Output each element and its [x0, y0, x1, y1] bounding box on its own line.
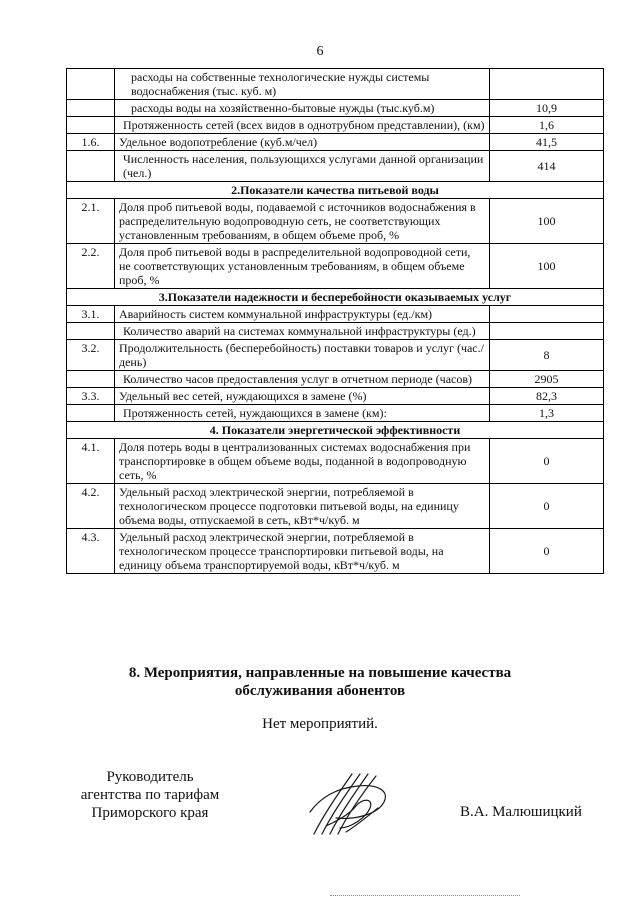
row-number — [67, 117, 115, 134]
row-number: 4.2. — [67, 484, 115, 529]
row-number: 2.2. — [67, 244, 115, 289]
row-number — [67, 405, 115, 422]
row-number: 4.1. — [67, 439, 115, 484]
indicator-name: расходы воды на хозяйственно-бытовые нужды (тыс.куб.м) — [115, 100, 490, 117]
row-number — [67, 100, 115, 117]
indicator-value — [490, 306, 604, 323]
row-number: 1.6. — [67, 134, 115, 151]
indicator-name: Доля проб питьевой воды в распределительной водопроводной сети, не соответствующих установленным требованиям, в общем объеме проб, % — [115, 244, 490, 289]
table-row — [67, 388, 604, 405]
table-row — [67, 69, 604, 100]
measures-title-line1: 8. Мероприятия, направленные на повышение качества — [128, 665, 512, 681]
indicator-name: Удельный вес сетей, нуждающихся в замене (%) — [115, 388, 490, 405]
bottom-mark — [330, 895, 520, 898]
row-number: 3.3. — [67, 388, 115, 405]
indicator-name: Количество часов предоставления услуг в отчетном периоде (часов) — [115, 371, 490, 388]
indicator-value: 100 — [490, 244, 604, 289]
section-header-row — [67, 182, 604, 199]
indicator-name: Аварийность систем коммунальной инфраструктуры (ед./км) — [115, 306, 490, 323]
indicator-name: Протяженность сетей, нуждающихся в замене (км): — [115, 405, 490, 422]
measures-title-line2: обслуживания абонентов — [234, 683, 406, 699]
table-row — [67, 484, 604, 529]
table-row — [67, 134, 604, 151]
signer-name: В.А. Малюшицкий — [460, 804, 582, 820]
table-row — [67, 306, 604, 323]
table-row — [67, 244, 604, 289]
indicator-name: Доля проб питьевой воды, подаваемой с источников водоснабжения в распределительную водопроводную сеть, не соответствующих установленным требованиям, в общем объеме проб, % — [115, 199, 490, 244]
table-row — [67, 439, 604, 484]
indicators-table — [66, 68, 604, 574]
row-number: 3.1. — [67, 306, 115, 323]
indicator-value: 1,6 — [490, 117, 604, 134]
indicator-value: 82,3 — [490, 388, 604, 405]
indicator-value: 8 — [490, 340, 604, 371]
indicator-name: Количество аварий на системах коммунальной инфраструктуры (ед.) — [115, 323, 490, 340]
indicator-value: 10,9 — [490, 100, 604, 117]
table-row — [67, 117, 604, 134]
signer-position-line3: Приморского края — [91, 805, 209, 821]
indicator-name: Продолжительность (бесперебойность) поставки товаров и услуг (час./день) — [115, 340, 490, 371]
row-number: 4.3. — [67, 529, 115, 574]
section-title: 4. Показатели энергетической эффективности — [67, 422, 604, 439]
section-header-row — [67, 422, 604, 439]
row-number: 2.1. — [67, 199, 115, 244]
indicator-name: расходы на собственные технологические нужды системы водоснабжения (тыс. куб. м) — [115, 69, 490, 100]
row-number — [67, 371, 115, 388]
table-row — [67, 323, 604, 340]
indicator-name: Доля потерь воды в централизованных системах водоснабжения при транспортировке в общем объеме воды, поданной в водопроводную сеть, % — [115, 439, 490, 484]
table-row — [67, 100, 604, 117]
table-row — [67, 371, 604, 388]
indicator-value: 1,3 — [490, 405, 604, 422]
row-number — [67, 323, 115, 340]
table-row — [67, 199, 604, 244]
indicator-value: 0 — [490, 484, 604, 529]
table-row — [67, 151, 604, 182]
indicator-value — [490, 323, 604, 340]
handwritten-signature — [296, 768, 406, 840]
indicator-name: Удельный расход электрической энергии, потребляемой в технологическом процессе транспортировки питьевой воды, на единицу объема транспортируемой воды, кВт*ч/куб. м — [115, 529, 490, 574]
table-row — [67, 340, 604, 371]
indicator-value — [490, 69, 604, 100]
row-number: 3.2. — [67, 340, 115, 371]
signer-position-line1: Руководитель — [106, 769, 194, 785]
indicator-value: 41,5 — [490, 134, 604, 151]
measures-section-title — [0, 664, 640, 700]
indicator-value: 0 — [490, 439, 604, 484]
section-title: 2.Показатели качества питьевой воды — [67, 182, 604, 199]
measures-text: Нет мероприятий. — [262, 716, 378, 732]
indicator-name: Удельный расход электрической энергии, потребляемой в технологическом процессе подготовки питьевой воды, на единицу объема воды, отпускаемой в сеть, кВт*ч/куб. м — [115, 484, 490, 529]
indicator-value: 414 — [490, 151, 604, 182]
section-title: 3.Показатели надежности и бесперебойности оказываемых услуг — [67, 289, 604, 306]
indicator-name: Удельное водопотребление (куб.м/чел) — [115, 134, 490, 151]
signer-position-line2: агентства по тарифам — [80, 787, 220, 803]
section-header-row — [67, 289, 604, 306]
indicator-value: 100 — [490, 199, 604, 244]
table-row — [67, 405, 604, 422]
row-number — [67, 151, 115, 182]
signer-position — [70, 768, 230, 822]
indicator-name: Протяженность сетей (всех видов в однотрубном представлении), (км) — [115, 117, 490, 134]
table-row — [67, 529, 604, 574]
page-number: 6 — [316, 44, 324, 59]
indicator-name: Численность населения, пользующихся услугами данной организации (чел.) — [115, 151, 490, 182]
indicator-value: 0 — [490, 529, 604, 574]
indicator-value: 2905 — [490, 371, 604, 388]
row-number — [67, 69, 115, 100]
